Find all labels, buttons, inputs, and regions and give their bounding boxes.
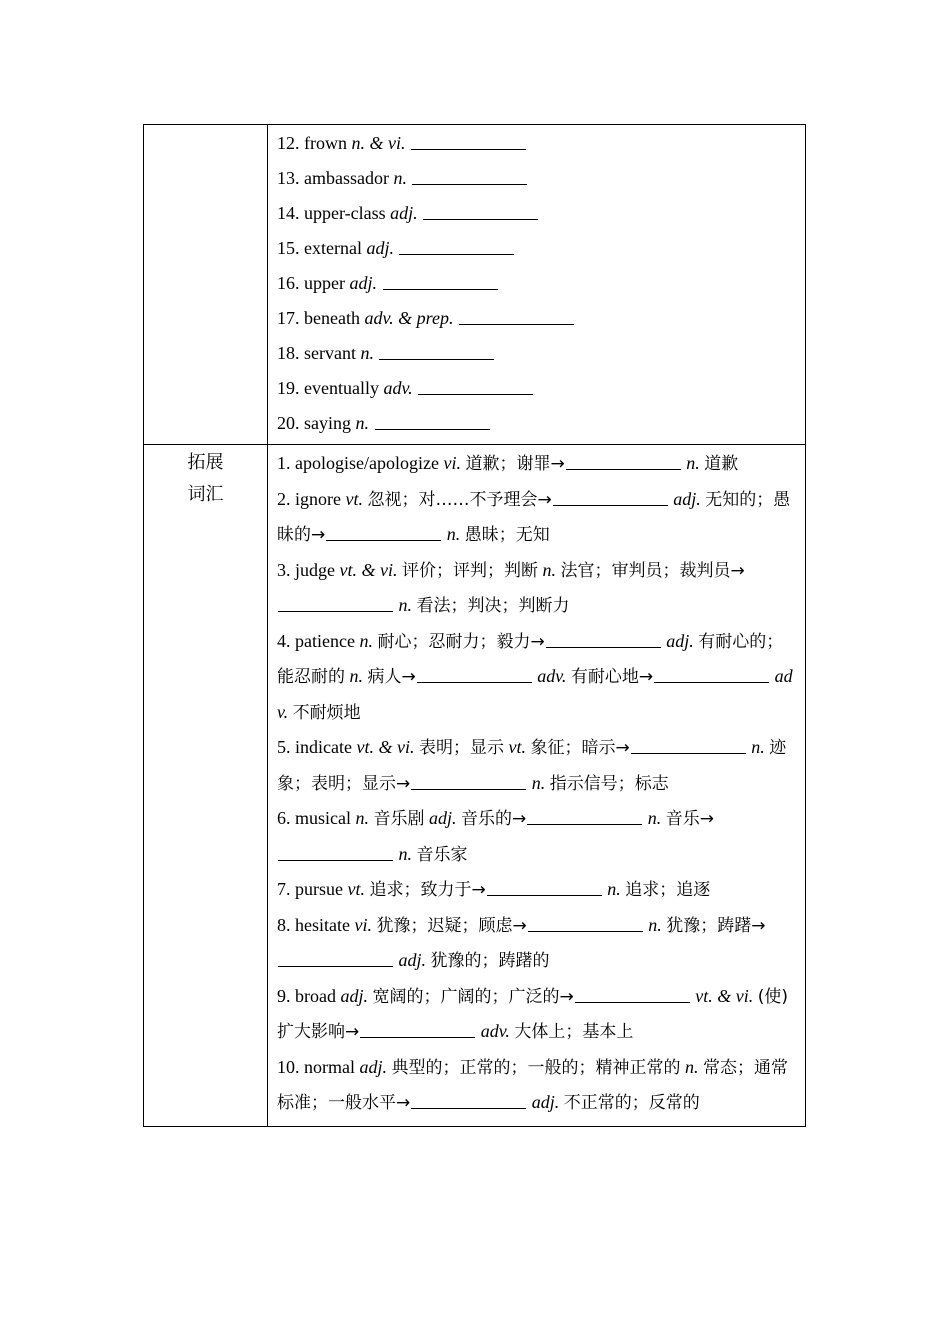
answer-blank[interactable] — [379, 339, 494, 360]
arrow-icon: → — [396, 773, 411, 794]
item-pos: n. — [355, 413, 369, 433]
basic-vocab-label-cell — [144, 125, 268, 444]
ext-item-2 — [277, 482, 797, 553]
basic-vocab-list — [268, 125, 805, 444]
answer-blank[interactable] — [326, 520, 441, 541]
derived-pos: n. — [686, 453, 700, 473]
item-word: saying — [304, 413, 351, 433]
derived-pos: n. — [398, 843, 412, 864]
derived-meaning: 看法；判决；判断力 — [416, 596, 570, 616]
item-pos: n. — [685, 1056, 699, 1077]
vocab-item-17 — [277, 301, 797, 336]
vocab-item-14 — [277, 196, 797, 231]
vocab-item-18 — [277, 336, 797, 371]
derived-pos: vt. & vi. — [695, 985, 754, 1006]
item-pos: n. & vi. — [351, 133, 406, 153]
ext-item-1 — [277, 446, 797, 482]
arrow-icon: → — [550, 454, 565, 474]
answer-blank[interactable] — [423, 199, 538, 220]
item-meaning: 典型的；正常的；一般的；精神正常的 — [391, 1057, 681, 1078]
answer-blank[interactable] — [527, 804, 642, 825]
answer-blank[interactable] — [278, 591, 393, 612]
derived-meaning: 不正常的；反常的 — [563, 1093, 700, 1113]
item-word: upper-class — [304, 203, 386, 223]
derived-meaning: 愚昧；无知 — [464, 525, 550, 545]
ext-item-4 — [277, 624, 797, 731]
item-word: beneath — [304, 308, 360, 328]
item-meaning: 道歉；谢罪 — [465, 454, 551, 474]
item-number: 15. — [277, 238, 300, 258]
answer-blank[interactable] — [399, 234, 514, 255]
derived-meaning: 不耐烦地 — [292, 702, 361, 723]
answer-blank[interactable] — [375, 409, 490, 430]
derived-pos: n. — [648, 914, 662, 935]
item-word: hesitate — [295, 914, 350, 935]
item-word: external — [304, 238, 362, 258]
arrow-icon: → — [559, 986, 574, 1007]
item-word: eventually — [304, 378, 379, 398]
ext-item-5 — [277, 730, 797, 801]
ext-item-3 — [277, 553, 797, 624]
derived-meaning: 犹豫的；踌躇的 — [430, 951, 550, 971]
item-number: 5. — [277, 737, 291, 757]
item-pos: adj. — [429, 808, 457, 828]
item-number: 13. — [277, 168, 300, 188]
item-pos: n. — [355, 808, 369, 828]
derived-meaning: 追求；追逐 — [625, 880, 711, 900]
item-number: 1. — [277, 453, 291, 473]
arrow-icon: → — [396, 1093, 411, 1113]
answer-blank[interactable] — [459, 304, 574, 325]
item-pos: vi. — [354, 914, 372, 935]
answer-blank[interactable] — [566, 449, 681, 470]
answer-blank[interactable] — [528, 911, 643, 932]
item-number: 9. — [277, 985, 291, 1006]
item-meaning: 常态；通常标准；一般水平 — [277, 1057, 789, 1113]
item-word: ignore — [295, 488, 341, 509]
answer-blank[interactable] — [631, 733, 746, 754]
item-number: 2. — [277, 488, 291, 509]
answer-blank[interactable] — [487, 875, 602, 896]
item-meaning: 评价；评判；判断 — [401, 560, 538, 581]
item-pos: adj. — [359, 1056, 388, 1077]
item-number: 17. — [277, 308, 300, 328]
ext-item-10 — [277, 1050, 797, 1121]
item-number: 10. — [277, 1056, 300, 1077]
item-pos: adv. & prep. — [364, 308, 454, 328]
vocab-item-20 — [277, 406, 797, 441]
item-number: 7. — [277, 879, 291, 899]
vocab-item-12 — [277, 126, 797, 161]
derived-meaning: 大体上；基本上 — [514, 1022, 634, 1042]
answer-blank[interactable] — [411, 769, 526, 790]
item-pos: vt. — [508, 737, 526, 757]
derived-pos: adj. — [673, 488, 701, 509]
ext-item-8 — [277, 908, 797, 979]
derived-pos: n. — [647, 808, 662, 828]
answer-blank[interactable] — [417, 662, 532, 683]
derived-pos: n. — [349, 666, 363, 686]
item-pos: n. — [359, 630, 373, 651]
item-pos: n. — [393, 168, 407, 188]
derived-meaning: 有耐心的；能忍耐的 — [277, 631, 784, 687]
answer-blank[interactable] — [654, 662, 769, 683]
item-pos: n. — [542, 559, 556, 580]
answer-blank[interactable] — [553, 485, 668, 506]
derived-pos: adv. — [277, 666, 793, 722]
basic-vocab-row — [144, 125, 805, 444]
item-pos: adj. — [349, 273, 377, 293]
extended-vocab-row — [144, 444, 805, 1126]
vocab-item-15 — [277, 231, 797, 266]
item-meaning: 追求；致力于 — [369, 880, 472, 900]
extended-vocab-list — [268, 445, 805, 1126]
derived-pos: adj. — [531, 1092, 560, 1112]
item-number: 14. — [277, 203, 300, 223]
item-meaning: 犹豫；迟疑；顾虑 — [376, 915, 513, 936]
item-meaning: 忽视；对……不予理会 — [367, 489, 538, 510]
ext-item-6 — [277, 801, 797, 872]
arrow-icon: → — [311, 525, 326, 545]
item-meaning: 音乐的 — [461, 809, 513, 829]
item-word: normal — [304, 1056, 355, 1077]
item-word: pursue — [295, 879, 343, 899]
arrow-icon: → — [471, 880, 486, 900]
item-meaning: 象征；暗示 — [530, 738, 616, 758]
derived-meaning: 迹象；表明；显示 — [277, 738, 787, 794]
vocab-item-16 — [277, 266, 797, 301]
derived-pos: adj. — [666, 630, 694, 651]
derived-meaning: 无知的；愚昧的 — [277, 489, 791, 545]
item-pos: adv. — [383, 378, 413, 398]
arrow-icon: → — [401, 667, 416, 687]
arrow-icon: → — [530, 631, 545, 652]
item-word: musical — [295, 808, 351, 828]
label-line-2: 词汇 — [187, 484, 224, 505]
item-meaning: 耐心；忍耐力；毅力 — [377, 631, 531, 652]
vocabulary-table — [143, 124, 806, 1127]
item-meaning: 宽阔的；广阔的；广泛的 — [372, 986, 560, 1007]
derived-pos: n. — [531, 772, 546, 793]
derived-meaning: 音乐家 — [416, 844, 468, 865]
item-meaning: 音乐剧 — [373, 809, 425, 829]
answer-blank[interactable] — [418, 374, 533, 395]
item-number: 12. — [277, 133, 300, 153]
arrow-icon: → — [537, 489, 552, 510]
item-pos: adj. — [366, 238, 394, 258]
label-line-1: 拓展 — [187, 452, 224, 473]
derived-meaning: 指示信号；标志 — [549, 773, 669, 794]
item-number: 4. — [277, 630, 291, 651]
answer-blank[interactable] — [360, 1017, 475, 1038]
arrow-icon: → — [751, 915, 766, 936]
answer-blank[interactable] — [278, 946, 393, 967]
item-word: broad — [295, 985, 336, 1006]
arrow-icon: → — [638, 667, 654, 687]
item-meaning: 法官；审判员；裁判员 — [560, 560, 731, 581]
item-pos: vt. — [345, 488, 363, 509]
item-word: apologise/apologize — [295, 453, 439, 473]
answer-blank[interactable] — [278, 840, 393, 861]
derived-pos: n. — [607, 879, 621, 899]
derived-meaning: 音乐 — [665, 809, 700, 829]
item-word: patience — [295, 630, 355, 651]
derived-meaning: 道歉 — [704, 454, 739, 474]
derived-meaning: 病人 — [367, 667, 402, 687]
item-pos: vt. & vi. — [339, 559, 398, 580]
item-word: frown — [304, 133, 347, 153]
item-meaning: 表明；显示 — [418, 738, 504, 758]
arrow-icon: → — [345, 1022, 360, 1042]
item-number: 8. — [277, 914, 291, 935]
answer-blank[interactable] — [411, 129, 526, 150]
item-number: 3. — [277, 559, 291, 580]
ext-item-9 — [277, 979, 797, 1050]
derived-pos: n. — [398, 595, 412, 615]
arrow-icon: → — [699, 809, 715, 829]
derived-pos: adv. — [537, 666, 567, 686]
derived-pos: n. — [751, 737, 765, 757]
answer-blank[interactable] — [412, 164, 527, 185]
vocab-item-13 — [277, 161, 797, 196]
item-number: 16. — [277, 273, 300, 293]
derived-meaning: (使)扩大影响 — [277, 986, 788, 1042]
item-word: ambassador — [304, 168, 389, 188]
answer-blank[interactable] — [411, 1088, 526, 1109]
item-pos: vt. & vi. — [356, 737, 415, 757]
item-number: 18. — [277, 343, 300, 363]
derived-meaning: 犹豫；踌躇 — [666, 915, 752, 936]
derived-pos: adj. — [398, 950, 427, 970]
item-word: indicate — [295, 737, 352, 757]
derived-meaning: 有耐心地 — [570, 667, 639, 687]
item-number: 20. — [277, 413, 300, 433]
arrow-icon: → — [512, 809, 527, 829]
answer-blank[interactable] — [546, 627, 661, 648]
item-pos: adj. — [340, 985, 368, 1006]
answer-blank[interactable] — [575, 982, 690, 1003]
item-number: 19. — [277, 378, 300, 398]
item-pos: vi. — [443, 453, 461, 473]
arrow-icon: → — [730, 560, 745, 581]
item-number: 6. — [277, 808, 291, 828]
derived-pos: adv. — [480, 1021, 510, 1041]
item-word: servant — [304, 343, 356, 363]
answer-blank[interactable] — [383, 269, 498, 290]
item-pos: n. — [360, 343, 374, 363]
item-word: upper — [304, 273, 345, 293]
arrow-icon: → — [615, 738, 630, 758]
extended-vocab-label — [144, 445, 268, 1126]
item-pos: vt. — [347, 879, 365, 899]
vocab-item-19 — [277, 371, 797, 406]
arrow-icon: → — [512, 915, 527, 936]
item-pos: adj. — [390, 203, 418, 223]
derived-pos: n. — [446, 524, 461, 544]
item-word: judge — [295, 559, 335, 580]
ext-item-7 — [277, 872, 797, 908]
